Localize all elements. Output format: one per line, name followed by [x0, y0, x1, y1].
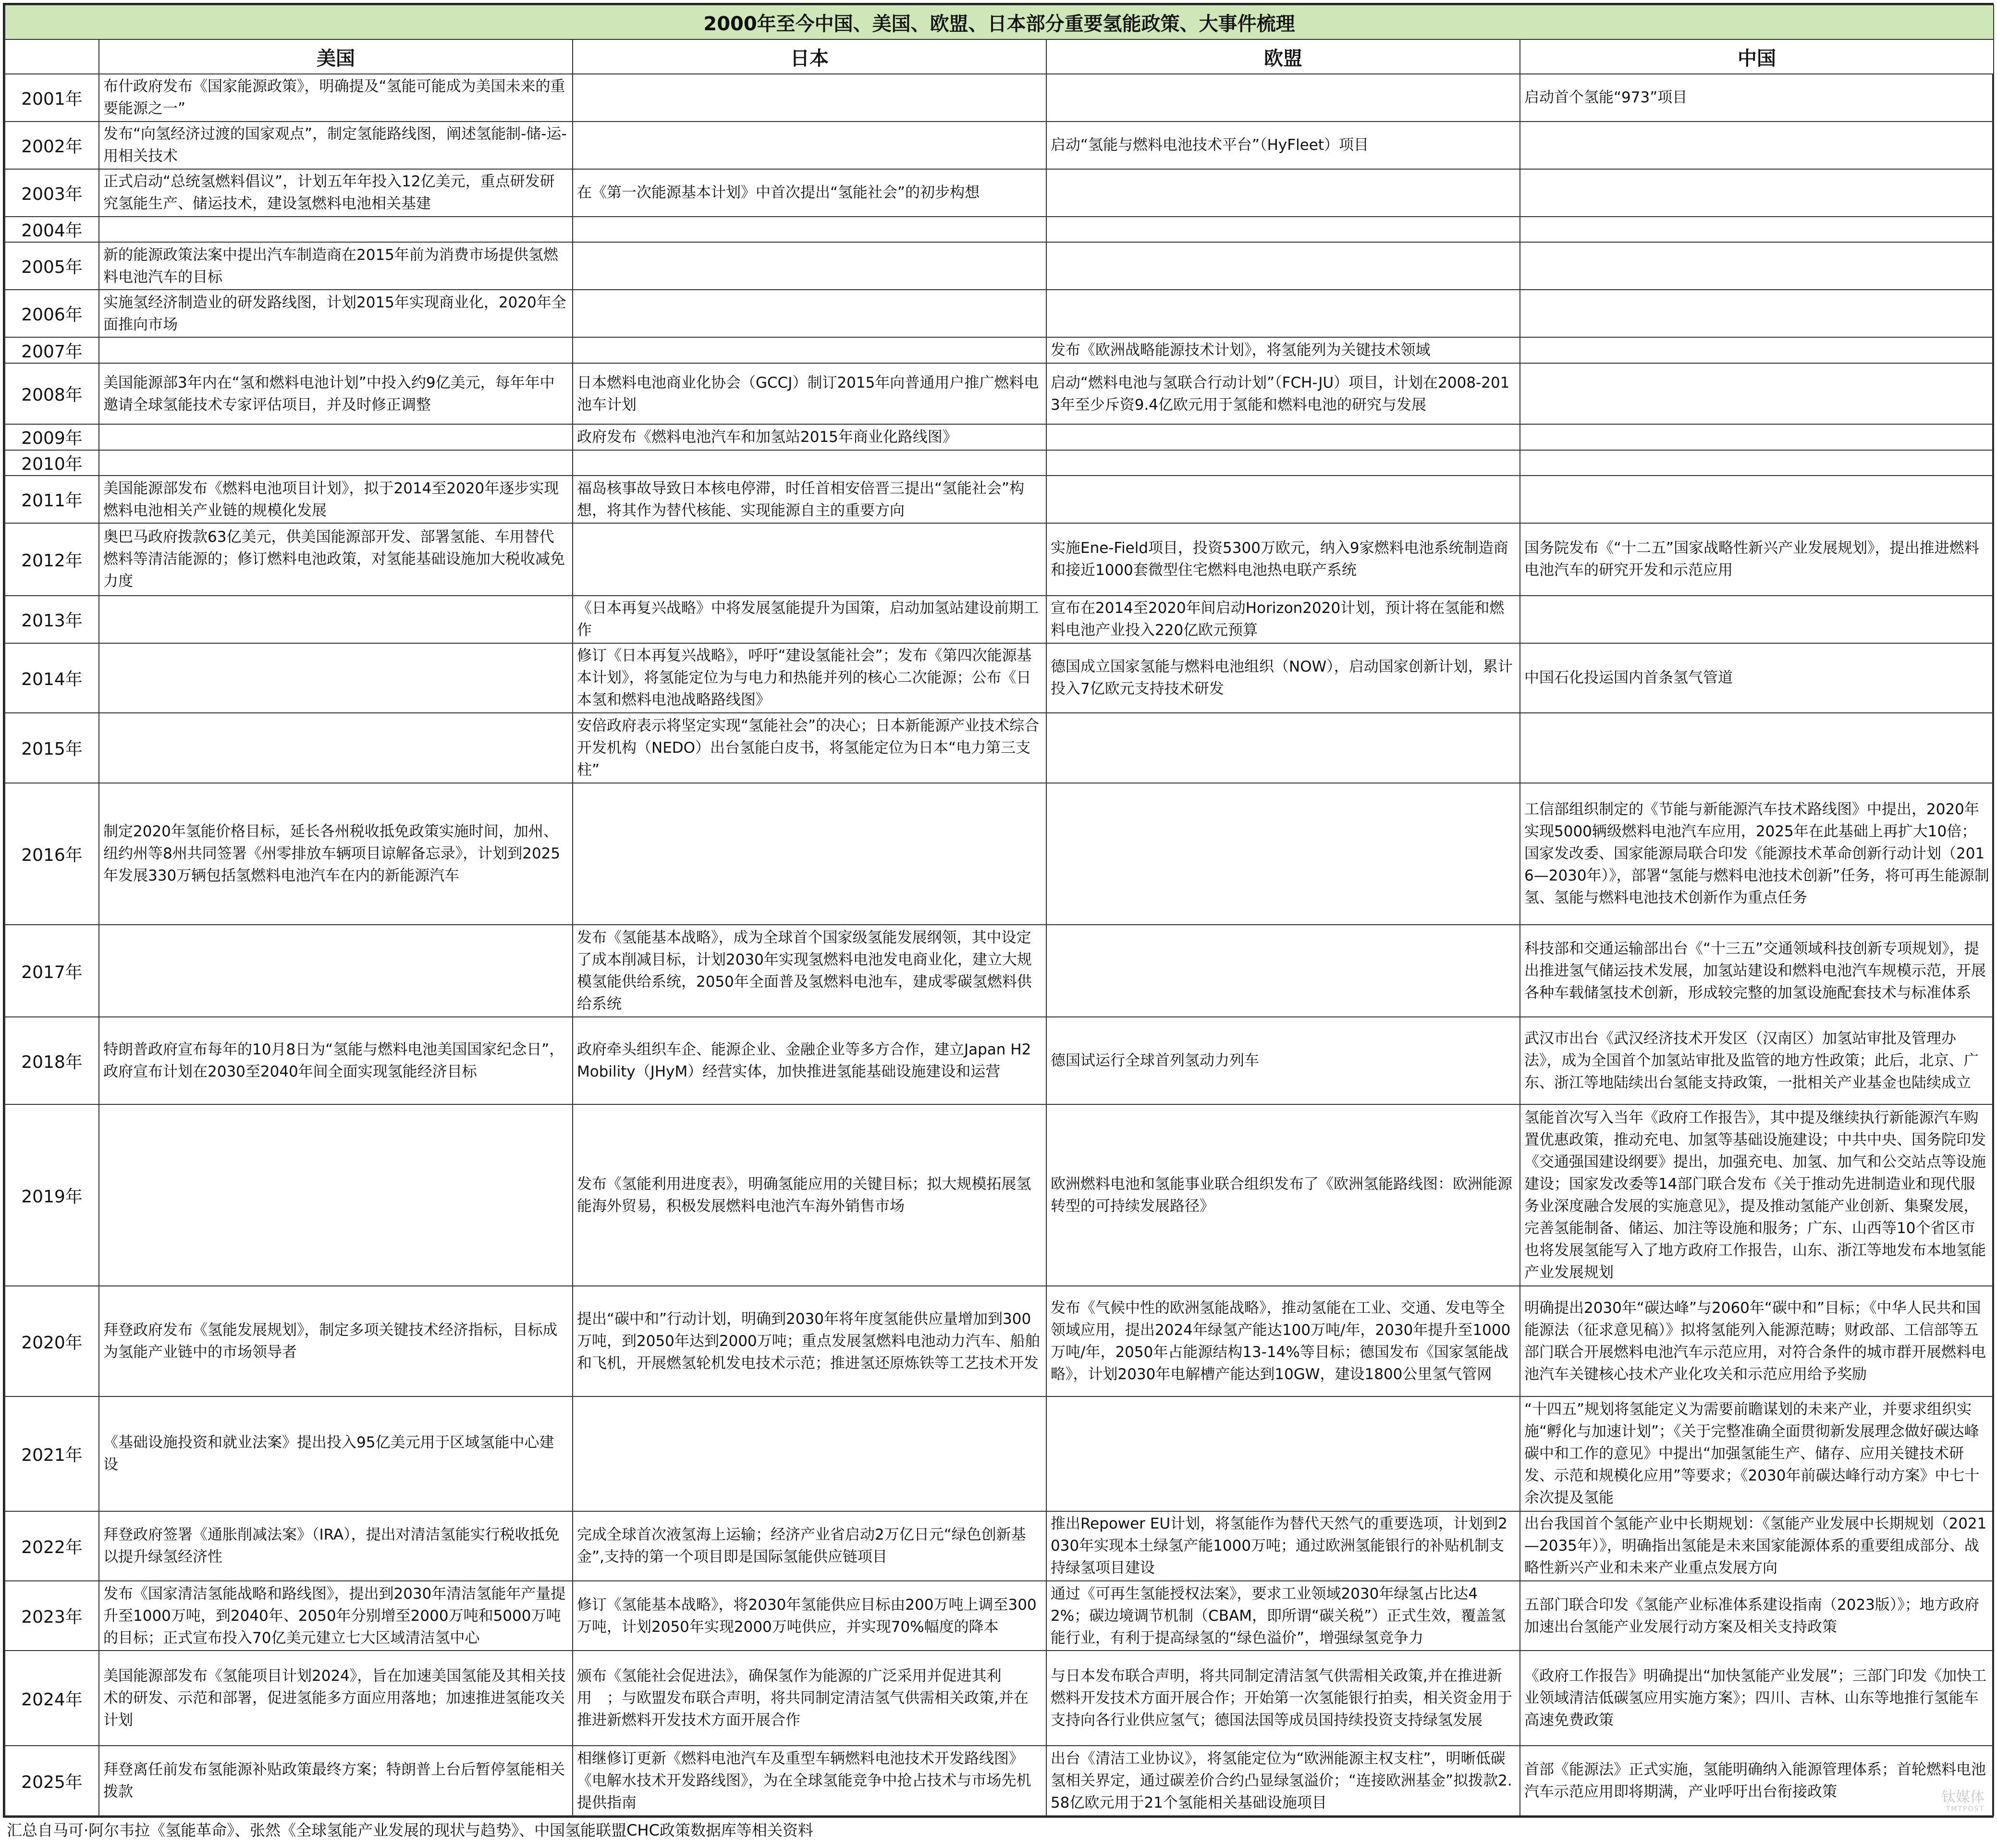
japan-policy-cell: 政府牵头组织车企、能源企业、金融企业等多方合作，建立Japan H2 Mobility（JHyM）经营实体，加快推进氢能基础设施建设和运营	[573, 1017, 1046, 1104]
year-cell: 2007年	[5, 337, 99, 363]
china-policy-cell	[1520, 122, 1994, 169]
year-cell: 2002年	[5, 122, 99, 169]
table-row	[5, 169, 1994, 217]
china-policy-cell	[1520, 242, 1994, 290]
china-policy-cell: 武汉市出台《武汉经济技术开发区（汉南区）加氢站审批及管理办法》，成为全国首个加氢站审批及监管的地方性政策；此后，北京、广东、浙江等地陆续出台氢能支持政策，一批相关产业基金也陆续成立	[1520, 1017, 1994, 1104]
year-cell: 2017年	[5, 925, 99, 1017]
table-row	[5, 424, 1994, 450]
japan-policy-cell: 提出“碳中和”行动计划，明确到2030年将年度氢能供应量增加到300万吨，到2050年达到2000万吨；重点发展氢燃料电池动力汽车、船舶和飞机，开展燃氢轮机发电技术示范；推进氢还原炼铁等工艺技术开发	[573, 1286, 1046, 1396]
usa-policy-cell: 布什政府发布《国家能源政策》，明确提及“氢能可能成为美国未来的重要能源之一”	[99, 74, 573, 122]
table-row	[5, 217, 1994, 243]
japan-policy-cell: 颁布《氢能社会促进法》，确保氢作为能源的广泛采用并促进其利用 ；与欧盟发布联合声明，将共同制定清洁氢气供需相关政策,并在推进新燃料开发技术方面开展合作	[573, 1651, 1046, 1746]
eu-policy-cell: 德国成立国家氢能与燃料电池组织（NOW），启动国家创新计划，累计投入7亿欧元支持技术研发	[1046, 643, 1520, 713]
china-policy-cell	[1520, 596, 1994, 643]
header-china: 中国	[1520, 39, 1994, 74]
year-cell: 2018年	[5, 1017, 99, 1104]
eu-policy-cell: 宣布在2014至2020年间启动Horizon2020计划，预计将在氢能和燃料电池产业投入220亿欧元预算	[1046, 596, 1520, 643]
eu-policy-cell: 发布《气候中性的欧洲氢能战略》，推动氢能在工业、交通、发电等全领域应用，提出2024年绿氢产能达100万吨/年，2030年提升至1000万吨/年，2050年占能源结构13-14%等目标；德国发布《国家氢能战略》，计划2030年电解槽产能达到10GW，建设1800公里氢气管网	[1046, 1286, 1520, 1396]
table-row	[5, 1017, 1994, 1104]
table-row	[5, 713, 1994, 783]
usa-policy-cell	[99, 643, 573, 713]
table-row	[5, 337, 1994, 363]
table-row	[5, 476, 1994, 523]
usa-policy-cell: 拜登离任前发布氢能源补贴政策最终方案；特朗普上台后暂停氢能相关拨款	[99, 1746, 573, 1816]
china-policy-cell	[1520, 476, 1994, 523]
china-policy-cell: 启动首个氢能“973”项目	[1520, 74, 1994, 122]
china-policy-cell: 出台我国首个氢能产业中长期规划：《氢能产业发展中长期规划（2021—2035年）》，明确指出氢能是未来国家能源体系的重要组成部分、战略性新兴产业和未来产业重点发展方向	[1520, 1511, 1994, 1581]
table-row	[5, 122, 1994, 169]
eu-policy-cell: 与日本发布联合声明，将共同制定清洁氢气供需相关政策,并在推进新燃料开发技术方面开展合作；开始第一次氢能银行拍卖，相关资金用于支持向各行业供应氢气；德国法国等成员国持续投资支持绿氢发展	[1046, 1651, 1520, 1746]
japan-policy-cell: 完成全球首次液氢海上运输；经济产业省启动2万亿日元“绿色创新基金”,支持的第一个项目即是国际氢能供应链项目	[573, 1511, 1046, 1581]
eu-policy-cell	[1046, 290, 1520, 337]
eu-policy-cell	[1046, 242, 1520, 290]
china-policy-cell	[1520, 424, 1994, 450]
japan-policy-cell	[573, 523, 1046, 595]
china-policy-cell: 工信部组织制定的《节能与新能源汽车技术路线图》中提出，2020年实现5000辆级燃料电池汽车应用，2025年在此基础上再扩大10倍；国家发改委、国家能源局联合印发《能源技术革命创新行动计划（2016—2030年）》，部署“氢能与燃料电池技术创新”任务，将可再生能源制氢、氢能与燃料电池技术创新作为重点任务	[1520, 783, 1994, 925]
year-cell: 2024年	[5, 1651, 99, 1746]
eu-policy-cell	[1046, 450, 1520, 476]
usa-policy-cell: 制定2020年氢能价格目标，延长各州税收抵免政策实施时间，加州、纽约州等8州共同签署《州零排放车辆项目谅解备忘录》，计划到2025年发展330万辆包括氢燃料电池汽车在内的新能源汽车	[99, 783, 573, 925]
japan-policy-cell	[573, 783, 1046, 925]
table-row	[5, 523, 1994, 595]
year-cell: 2009年	[5, 424, 99, 450]
usa-policy-cell	[99, 424, 573, 450]
table-row	[5, 450, 1994, 476]
table-row	[5, 1746, 1994, 1816]
year-cell: 2015年	[5, 713, 99, 783]
usa-policy-cell: 美国能源部发布《燃料电池项目计划》，拟于2014至2020年逐步实现燃料电池相关产业链的规模化发展	[99, 476, 573, 523]
usa-policy-cell: 美国能源部3年内在“氢和燃料电池计划”中投入约9亿美元，每年年中邀请全球氢能技术专家评估项目，并及时修正调整	[99, 363, 573, 424]
year-cell: 2011年	[5, 476, 99, 523]
header-row	[5, 39, 1994, 74]
watermark-subtext: TMTPOST	[1946, 1805, 1985, 1813]
china-policy-cell: 国务院发布《“十二五”国家战略性新兴产业发展规划》，提出推进燃料电池汽车的研究开发和示范应用	[1520, 523, 1994, 595]
japan-policy-cell: 修订《氢能基本战略》，将2030年氢能供应目标由200万吨上调至300万吨，计划2050年实现2000万吨供应，并实现70%幅度的降本	[573, 1581, 1046, 1651]
japan-policy-cell: 在《第一次能源基本计划》中首次提出“氢能社会”的初步构想	[573, 169, 1046, 217]
usa-policy-cell	[99, 450, 573, 476]
japan-policy-cell	[573, 122, 1046, 169]
eu-policy-cell: 通过《可再生氢能授权法案》，要求工业领域2030年绿氢占比达42%；碳边境调节机制（CBAM，即所谓“碳关税”）正式生效，覆盖氢能行业，有利于提高绿氢的“绿色溢价”，增强绿氢竞争力	[1046, 1581, 1520, 1651]
year-cell: 2019年	[5, 1104, 99, 1286]
source-footnote: 汇总自马可·阿尔韦拉《氢能革命》、张然《全球氢能产业发展的现状与趋势》、中国氢能联盟CHC政策数据库等相关资料	[7, 1821, 813, 1839]
china-policy-cell	[1520, 363, 1994, 424]
header-usa: 美国	[99, 39, 573, 74]
usa-policy-cell: 《基础设施投资和就业法案》提出投入95亿美元用于区域氢能中心建设	[99, 1396, 573, 1511]
china-policy-cell: 中国石化投运国内首条氢气管道	[1520, 643, 1994, 713]
eu-policy-cell	[1046, 74, 1520, 122]
table-row	[5, 290, 1994, 337]
year-cell: 2022年	[5, 1511, 99, 1581]
japan-policy-cell: 福岛核事故导致日本核电停滞，时任首相安倍晋三提出“氢能社会”构想，将其作为替代核能、实现能源自主的重要方向	[573, 476, 1046, 523]
japan-policy-cell	[573, 450, 1046, 476]
japan-policy-cell: 日本燃料电池商业化协会（GCCJ）制订2015年向普通用户推广燃料电池车计划	[573, 363, 1046, 424]
japan-policy-cell	[573, 74, 1046, 122]
eu-policy-cell: 启动“氢能与燃料电池技术平台”（HyFleet）项目	[1046, 122, 1520, 169]
eu-policy-cell	[1046, 1396, 1520, 1511]
eu-policy-cell: 启动“燃料电池与氢联合行动计划”（FCH-JU）项目，计划在2008-2013年至少斥资9.4亿欧元用于氢能和燃料电池的研究与发展	[1046, 363, 1520, 424]
table-row	[5, 1511, 1994, 1581]
header-eu: 欧盟	[1046, 39, 1520, 74]
usa-policy-cell: 拜登政府发布《氢能发展规划》，制定多项关键技术经济指标，目标成为氢能产业链中的市场领导者	[99, 1286, 573, 1396]
table-row	[5, 643, 1994, 713]
china-policy-cell: 首部《能源法》正式实施，氢能明确纳入能源管理体系；首轮燃料电池汽车示范应用即将期满，产业呼吁出台衔接政策	[1520, 1746, 1994, 1816]
eu-policy-cell	[1046, 169, 1520, 217]
year-cell: 2003年	[5, 169, 99, 217]
japan-policy-cell: 《日本再复兴战略》中将发展氢能提升为国策，启动加氢站建设前期工作	[573, 596, 1046, 643]
japan-policy-cell: 发布《氢能基本战略》，成为全球首个国家级氢能发展纲领，其中设定了成本削减目标，计划2030年实现氢燃料电池发电商业化，建立大规模氢能供给系统，2050年全面普及氢燃料电池车，建成零碳氢燃料供给系统	[573, 925, 1046, 1017]
eu-policy-cell: 发布《欧洲战略能源技术计划》，将氢能列为关键技术领域	[1046, 337, 1520, 363]
eu-policy-cell: 德国试运行全球首列氢动力列车	[1046, 1017, 1520, 1104]
china-policy-cell: 明确提出2030年“碳达峰”与2060年“碳中和”目标；《中华人民共和国能源法（征求意见稿）》拟将氢能列入能源范畴；财政部、工信部等五部门联合开展燃料电池汽车示范应用，对符合条件的城市群开展燃料电池汽车关键核心技术产业化攻关和示范应用给予奖励	[1520, 1286, 1994, 1396]
header-year-column	[5, 39, 99, 74]
usa-policy-cell: 正式启动“总统氢燃料倡议”，计划五年年投入12亿美元，重点研发研究氢能生产、储运技术，建设氢燃料电池相关基建	[99, 169, 573, 217]
japan-policy-cell	[573, 217, 1046, 243]
japan-policy-cell: 政府发布《燃料电池汽车和加氢站2015年商业化路线图》	[573, 424, 1046, 450]
eu-policy-cell: 推出Repower EU计划，将氢能作为替代天然气的重要选项，计划到2030年实现本土绿氢产能1000万吨；通过欧洲氢能银行的补贴机制支持绿氢项目建设	[1046, 1511, 1520, 1581]
year-cell: 2013年	[5, 596, 99, 643]
usa-policy-cell	[99, 217, 573, 243]
japan-policy-cell: 修订《日本再复兴战略》，呼吁“建设氢能社会”；发布《第四次能源基本计划》，将氢能定位为与电力和热能并列的核心二次能源；公布《日本氢和燃料电池战略路线图》	[573, 643, 1046, 713]
eu-policy-cell	[1046, 925, 1520, 1017]
table-row	[5, 1581, 1994, 1651]
eu-policy-cell	[1046, 424, 1520, 450]
china-policy-cell	[1520, 169, 1994, 217]
usa-policy-cell: 新的能源政策法案中提出汽车制造商在2015年前为消费市场提供氢燃料电池汽车的目标	[99, 242, 573, 290]
usa-policy-cell	[99, 1104, 573, 1286]
china-policy-cell	[1520, 217, 1994, 243]
watermark-logo	[1941, 1789, 1985, 1815]
usa-policy-cell: 发布《国家清洁氢能战略和路线图》，提出到2030年清洁氢能年产量提升至1000万吨，到2040年、2050年分别增至2000万吨和5000万吨的目标；正式宣布投入70亿美元建立七大区域清洁氢中心	[99, 1581, 573, 1651]
table-body	[5, 74, 1994, 1816]
usa-policy-cell: 发布“向氢经济过渡的国家观点”，制定氢能路线图，阐述氢能制-储-运-用相关技术	[99, 122, 573, 169]
table-row	[5, 363, 1994, 424]
table-row	[5, 596, 1994, 643]
year-cell: 2025年	[5, 1746, 99, 1816]
table-row	[5, 925, 1994, 1017]
japan-policy-cell	[573, 1396, 1046, 1511]
eu-policy-cell	[1046, 783, 1520, 925]
usa-policy-cell: 美国能源部发布《氢能项目计划2024》，旨在加速美国氢能及其相关技术的研发、示范和部署，促进氢能多方面应用落地；加速推进氢能攻关计划	[99, 1651, 573, 1746]
year-cell: 2010年	[5, 450, 99, 476]
policy-table-sheet	[3, 3, 1994, 1818]
eu-policy-cell	[1046, 217, 1520, 243]
japan-policy-cell	[573, 290, 1046, 337]
china-policy-cell	[1520, 450, 1994, 476]
usa-policy-cell	[99, 337, 573, 363]
year-cell: 2014年	[5, 643, 99, 713]
china-policy-cell: “十四五”规划将氢能定义为需要前瞻谋划的未来产业，并要求组织实施“孵化与加速计划”；《关于完整准确全面贯彻新发展理念做好碳达峰碳中和工作的意见》中提出“加强氢能生产、储存、应用关键技术研发、示范和规模化应用”等要求；《2030年前碳达峰行动方案》中七十余次提及氢能	[1520, 1396, 1994, 1511]
eu-policy-cell: 欧洲燃料电池和氢能事业联合组织发布了《欧洲氢能路线图：欧洲能源转型的可持续发展路径》	[1046, 1104, 1520, 1286]
china-policy-cell: 科技部和交通运输部出台《“十三五”交通领域科技创新专项规划》，提出推进氢气储运技术发展，加氢站建设和燃料电池汽车规模示范，开展各种车载储氢技术创新，形成较完整的加氢设施配套技术与标准体系	[1520, 925, 1994, 1017]
year-cell: 2008年	[5, 363, 99, 424]
japan-policy-cell: 发布《氢能利用进度表》，明确氢能应用的关键目标；拟大规模拓展氢能海外贸易，积极发展燃料电池汽车海外销售市场	[573, 1104, 1046, 1286]
japan-policy-cell: 相继修订更新《燃料电池汽车及重型车辆燃料电池技术开发路线图》《电解水技术开发路线图》，为在全球氢能竞争中抢占技术与市场先机提供指南	[573, 1746, 1046, 1816]
japan-policy-cell	[573, 242, 1046, 290]
watermark-text: 钛媒体	[1941, 1789, 1985, 1806]
usa-policy-cell: 实施氢经济制造业的研发路线图，计划2015年实现商业化，2020年全面推向市场	[99, 290, 573, 337]
china-policy-cell	[1520, 337, 1994, 363]
table-row	[5, 1651, 1994, 1746]
table-row	[5, 1286, 1994, 1396]
year-cell: 2016年	[5, 783, 99, 925]
year-cell: 2021年	[5, 1396, 99, 1511]
table-row	[5, 242, 1994, 290]
table-row	[5, 1104, 1994, 1286]
table-row	[5, 1396, 1994, 1511]
year-cell: 2001年	[5, 74, 99, 122]
year-cell: 2023年	[5, 1581, 99, 1651]
china-policy-cell: 氢能首次写入当年《政府工作报告》，其中提及继续执行新能源汽车购置优惠政策，推动充电、加氢等基础设施建设；中共中央、国务院印发《交通强国建设纲要》提出，加强充电、加氢、加气和公交站点等设施建设；国家发改委等14部门联合发布《关于推动先进制造业和现代服务业深度融合发展的实施意见》，提及推动氢能产业创新、集聚发展，完善氢能制备、储运、加注等设施和服务；广东、山西等10个省区市也将发展氢能写入了地方政府工作报告，山东、浙江等地发布本地氢能产业发展规划	[1520, 1104, 1994, 1286]
china-policy-cell	[1520, 713, 1994, 783]
year-cell: 2020年	[5, 1286, 99, 1396]
eu-policy-cell	[1046, 476, 1520, 523]
japan-policy-cell	[573, 337, 1046, 363]
title-row	[5, 5, 1994, 39]
usa-policy-cell: 特朗普政府宣布每年的10月8日为“氢能与燃料电池美国国家纪念日”，政府宣布计划在2030至2040年间全面实现氢能经济目标	[99, 1017, 573, 1104]
year-cell: 2006年	[5, 290, 99, 337]
usa-policy-cell	[99, 925, 573, 1017]
china-policy-cell: 五部门联合印发《氢能产业标准体系建设指南（2023版）》；地方政府加速出台氢能产业发展行动方案及相关支持政策	[1520, 1581, 1994, 1651]
usa-policy-cell: 拜登政府签署《通胀削减法案》（IRA），提出对清洁氢能实行税收抵免以提升绿氢经济性	[99, 1511, 573, 1581]
table-title: 2000年至今中国、美国、欧盟、日本部分重要氢能政策、大事件梳理	[5, 5, 1994, 39]
eu-policy-cell	[1046, 713, 1520, 783]
header-japan: 日本	[573, 39, 1046, 74]
japan-policy-cell: 安倍政府表示将坚定实现“氢能社会”的决心；日本新能源产业技术综合开发机构（NEDO）出台氢能白皮书，将氢能定位为日本“电力第三支柱”	[573, 713, 1046, 783]
eu-policy-cell: 实施Ene-Field项目，投资5300万欧元，纳入9家燃料电池系统制造商和接近1000套微型住宅燃料电池热电联产系统	[1046, 523, 1520, 595]
table-row	[5, 74, 1994, 122]
eu-policy-cell: 出台《清洁工业协议》，将氢能定位为“欧洲能源主权支柱”，明晰低碳氢相关界定，通过碳差价合约凸显绿氢溢价；“连接欧洲基金”拟拨款2.58亿欧元用于21个氢能相关基础设施项目	[1046, 1746, 1520, 1816]
china-policy-cell: 《政府工作报告》明确提出“加快氢能产业发展”；三部门印发《加快工业领域清洁低碳氢应用实施方案》；四川、吉林、山东等地推行氢能车高速免费政策	[1520, 1651, 1994, 1746]
year-cell: 2012年	[5, 523, 99, 595]
usa-policy-cell: 奥巴马政府拨款63亿美元，供美国能源部开发、部署氢能、车用替代燃料等清洁能源的；修订燃料电池政策，对氢能基础设施加大税收减免力度	[99, 523, 573, 595]
usa-policy-cell	[99, 713, 573, 783]
usa-policy-cell	[99, 596, 573, 643]
year-cell: 2004年	[5, 217, 99, 243]
year-cell: 2005年	[5, 242, 99, 290]
china-policy-cell	[1520, 290, 1994, 337]
table-row	[5, 783, 1994, 925]
policy-table	[4, 4, 1994, 1816]
